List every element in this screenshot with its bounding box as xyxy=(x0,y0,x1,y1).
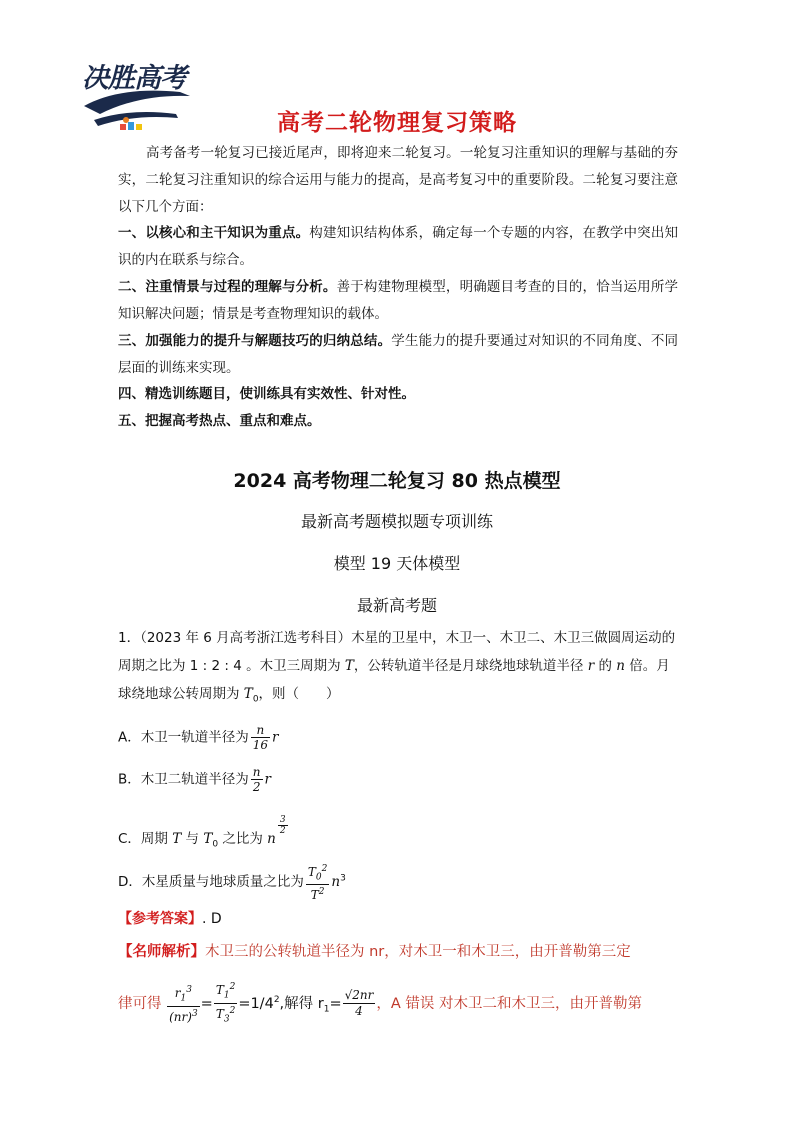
eq2-den-sup: 2 xyxy=(229,1006,236,1017)
option-b-fraction xyxy=(251,765,263,794)
point-4-heading: 四、精选训练题目，使训练具有实效性、针对性。 xyxy=(118,386,415,402)
option-d-tail: n xyxy=(331,874,341,891)
point-2-heading: 二、注重情景与过程的理解与分析。 xyxy=(118,279,337,295)
point-3-text: 学生能力的提升要通过对知识的不同角度、不同层面的训练来实现。 xyxy=(118,333,678,376)
question-stem xyxy=(118,624,678,714)
explanation-text-2c-sub: 1 xyxy=(323,1004,330,1015)
eq2-num-sup: 2 xyxy=(229,981,236,992)
option-d-text: D．木星质量与地球质量之比为 xyxy=(118,874,304,891)
explanation-line-1 xyxy=(118,928,678,976)
stem-part-a: 1．（2023 年 6 月高考浙江选考科目）木星的卫星中，木卫一、木卫二、木卫三做圆周运动的周期之比为 1 : 2 : 4 。木卫三周期为 xyxy=(118,630,676,674)
stem-part-b: ，公转轨道半径是月球绕地球轨道半径 xyxy=(353,658,588,674)
answer-tag: 【参考答案】 xyxy=(118,911,202,927)
option-a-den: 16 xyxy=(252,738,269,752)
option-c-T0-sub: 0 xyxy=(212,839,219,850)
option-c[interactable] xyxy=(118,815,290,850)
point-3 xyxy=(118,328,678,382)
explanation-tag: 【名师解析】 xyxy=(118,944,205,960)
explanation-line-2: 律可得 $\frac{r_1^3}{(nr)^3}$ = $\frac{T_1^2}{T_3^2}$ $=1/4^2$,解得 $r_1=$ $\frac{√2nr}{4}$ ，A 错误 对木卫二和木卫三，由开普勒第 xyxy=(118,976,678,1034)
option-d-num-sup: 2 xyxy=(321,864,328,874)
option-d-fraction xyxy=(306,862,329,902)
page-title: 高考二轮物理复习策略 xyxy=(277,110,517,136)
explanation-text-2c: ,解得 r xyxy=(279,995,324,1012)
eq2-den xyxy=(214,1004,237,1027)
answer-value: . D xyxy=(202,911,222,927)
option-d-num xyxy=(306,862,329,885)
eq2-den-T: T xyxy=(215,1007,224,1022)
var-T0-sub: 0 xyxy=(252,694,259,705)
option-d-den-sup: 2 xyxy=(318,887,325,898)
explanation-text-2f: 对木卫二和木卫三，由开普勒第 xyxy=(434,995,643,1012)
explanation-text-2e: ，A 错误 xyxy=(376,995,435,1012)
option-c-text: C．周期 xyxy=(118,831,173,847)
option-b-text: B．木卫二轨道半径为 xyxy=(118,771,249,788)
point-5 xyxy=(118,408,678,435)
answer-line xyxy=(118,908,222,928)
option-b-den: 2 xyxy=(252,780,261,794)
section-title: 2024 高考物理二轮复习 80 热点模型 xyxy=(233,470,561,492)
explanation-text-2d: = xyxy=(329,995,342,1012)
eq1-num-sub: 1 xyxy=(180,993,187,1004)
var-T0: T xyxy=(243,686,253,702)
eq2-fraction xyxy=(214,980,237,1028)
var-n: n xyxy=(616,658,625,674)
option-d-den xyxy=(306,885,329,902)
explanation-text-2a: 律可得 xyxy=(118,995,162,1012)
point-4 xyxy=(118,381,678,408)
eq1-num-r: r xyxy=(174,985,181,1000)
eq2-num xyxy=(214,980,237,1004)
point-1-text: 构建知识结构体系，确定每一个专题的内容，在教学中突出知识的内在联系与综合。 xyxy=(118,225,679,268)
option-c-base: n xyxy=(267,831,276,847)
option-a-num: n xyxy=(251,723,270,738)
stem-part-d: 倍。月球绕地球公转周期为 xyxy=(118,658,670,702)
point-5-heading: 五、把握高考热点、重点和难点。 xyxy=(118,413,321,429)
eq3-den: 4 xyxy=(355,1004,363,1019)
option-c-after: 之比为 xyxy=(218,831,268,847)
option-a[interactable] xyxy=(118,723,279,752)
option-d[interactable] xyxy=(118,862,346,902)
eq2-num-T: T xyxy=(215,982,224,997)
eq3-fraction xyxy=(343,988,376,1019)
explanation-text-2b-sup: 2 xyxy=(273,995,280,1005)
option-d-num-sub: 0 xyxy=(315,872,322,883)
point-2-text: 善于构建物理模型，明确题目考查的目的，恰当运用所学知识解决问题；情景是考查物理知识的载体。 xyxy=(118,279,679,322)
eq1-num-sup: 3 xyxy=(186,984,192,995)
option-b-tail: r xyxy=(264,771,271,788)
eq1-num xyxy=(167,983,200,1007)
option-c-exp-den: 2 xyxy=(279,826,286,836)
intro-paragraph: 高考备考一轮复习已接近尾声，即将迎来二轮复习。一轮复习注重知识的理解与基础的夯实，二轮复习注重知识的综合运用与能力的提高，是高考复习中的重要阶段。二轮复习要注意以下几个方面： xyxy=(118,145,678,215)
logo-text: 决胜高考 xyxy=(82,63,186,94)
eq3-num: √2nr xyxy=(344,988,374,1003)
option-c-exp-num: 3 xyxy=(279,815,286,825)
option-c-exponent xyxy=(278,815,288,836)
eq1-den-nr: (nr) xyxy=(169,1010,192,1025)
option-a-text: A．木卫一轨道半径为 xyxy=(118,729,249,746)
eq2-den-sub: 3 xyxy=(223,1014,230,1025)
option-a-tail: r xyxy=(272,729,279,746)
option-d-den-T: T xyxy=(310,888,319,903)
section-subtitle: 最新高考题模拟题专项训练 xyxy=(300,512,493,531)
stem-part-c: 的 xyxy=(594,658,617,674)
option-b-num: n xyxy=(252,765,261,779)
stem-part-e: ，则（ ） xyxy=(258,686,340,702)
option-c-T0: T xyxy=(203,831,213,847)
option-b[interactable] xyxy=(118,765,271,794)
eq1-den xyxy=(167,1007,200,1025)
option-d-num-T: T xyxy=(307,865,316,879)
point-1-heading: 一、以核心和主干知识为重点。 xyxy=(118,225,310,241)
eq1-den-sup: 3 xyxy=(191,1009,198,1020)
part-title: 最新高考题 xyxy=(356,596,437,615)
var-T: T xyxy=(344,658,354,674)
option-c-mid: 与 xyxy=(181,831,204,847)
model-title: 模型 19 天体模型 xyxy=(333,554,461,573)
explanation-text-2b: =1/4 xyxy=(238,995,274,1012)
var-r: r xyxy=(587,658,595,674)
option-d-tail-sup: 3 xyxy=(340,873,346,884)
point-2 xyxy=(118,274,678,328)
eq2-num-sub: 1 xyxy=(223,990,230,1001)
eq1-fraction xyxy=(167,983,200,1025)
point-3-heading: 三、加强能力的提升与解题技巧的归纳总结。 xyxy=(118,333,392,349)
option-a-fraction xyxy=(251,723,270,752)
point-1 xyxy=(118,220,678,274)
explanation-text-1: 木卫三的公转轨道半径为 nr，对木卫一和木卫三，由开普勒第三定 xyxy=(205,944,631,960)
option-c-T: T xyxy=(172,831,182,847)
